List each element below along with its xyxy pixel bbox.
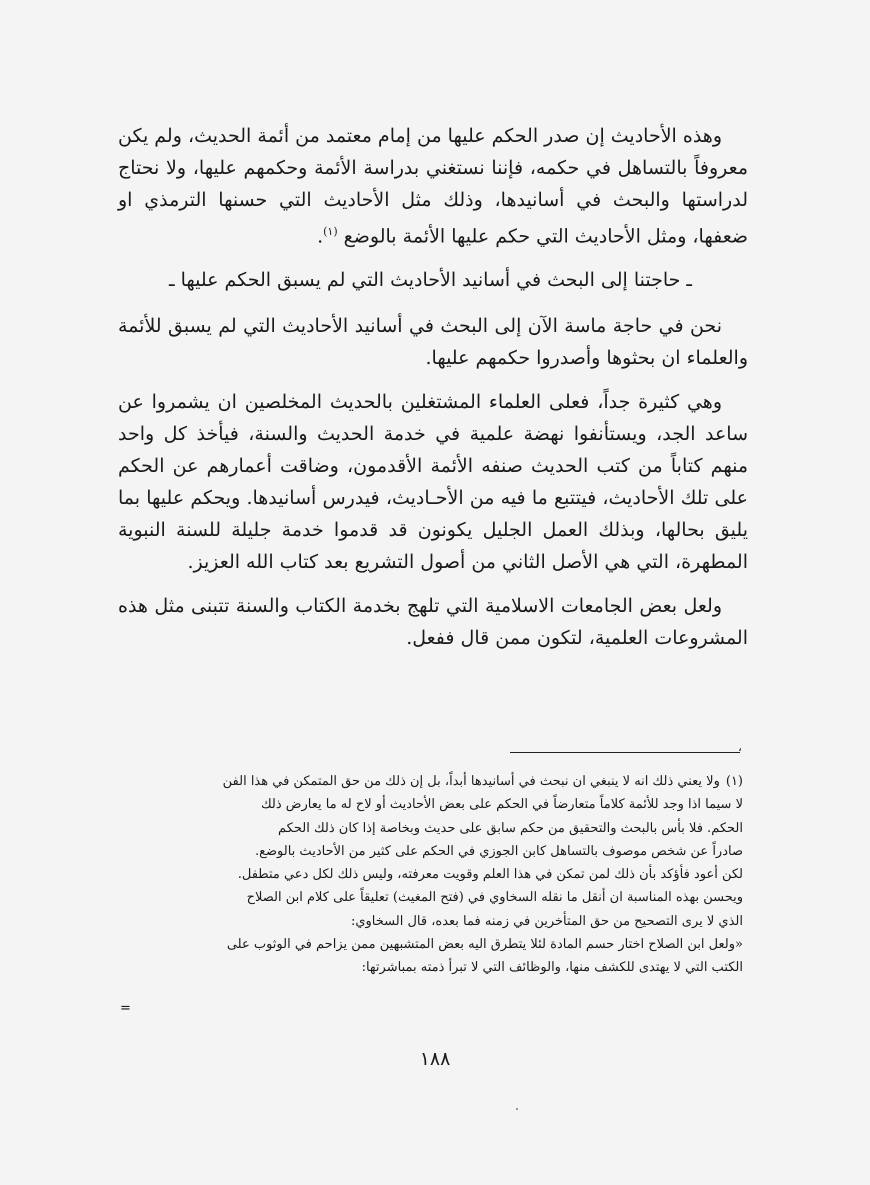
footnotes [118,770,743,980]
footnote-separator [510,752,740,753]
footnote-text: ولا يعني ذلك انه لا ينبغي ان نبحث في أسانيدها أبداً، بل إن ذلك من حق المتمكن في هذا الفن [222,774,720,789]
page-number: ١٨٨ [419,1048,451,1070]
paragraph-need: نحن في حاجة ماسة الآن إلى البحث في أسانيد الأحاديث التي لم يسبق للأئمة والعلماء ان بحثوها وأصدروا حكمهم عليها. [118,315,748,370]
footnote-line [118,770,743,793]
rule-mark: ، [738,740,742,754]
footnote-number: (١) [725,774,743,789]
footnote-line: الحكم. فلا بأس بالبحث والتحقيق من حكم سابق على حديث وبخاصة إذا كان ذلك الحكم [278,820,743,836]
paragraph-end: . [317,225,324,248]
footnote-line: صادراً عن شخص موصوف بالتساهل كابن الجوزي في الحكم على كثير من الأحاديث بالوضع. [254,843,743,859]
scan-speck [516,1108,518,1110]
paragraph-call-to-scholars: وهي كثيرة جداً، فعلى العلماء المشتغلين بالحديث المخلصين ان يشمروا عن ساعد الجد، ويستأنفوا نهضة علمية في خدمة الحديث والسنة، فيأخذ كل واحد منهم كتاباً من كتب الحديث صنفه الأئمة الأقدمون، وضاقت أعمارهم عن الحكم على تلك الأحاديث، فيتتبع ما فيه من الأحـاديث، فيدرس أسانيدها. ويحكم عليها بما يليق بحالها، وبذلك العمل الجليل يكونون قد قدموا خدمة جليلة للسنة النبوية المطهرة، التي هي الأصل الثاني من أصول التشريع بعد كتاب الله العزيز. [118,391,748,574]
section-heading: ـ حاجتنا إلى البحث في أسانيد الأحاديث التي لم يسبق الحكم عليها ـ [169,269,692,292]
footnote-line: الكتب التي لا يهتدى للكشف منها، والوظائف التي لا تبرأ ذمته بمباشرتها: [361,960,743,976]
footnote-line: «ولعل ابن الصلاح اختار حسم المادة لئلا يتطرق اليه بعض المتشبهين ممن يزاحم في الوثوب على [226,937,743,953]
paragraph-text: وهذه الأحاديث إن صدر الحكم عليها من إمام معتمد من أئمة الحديث، ولم يكن معروفاً بالتساهل في حكمه، فإننا نستغني بدراسة الأئمة وحكمهم عليها، ولا نحتاج لدراستها والبحث في أسانيدها، وذلك مثل الأحاديث التي حسنها الترمذي او ضعفها، ومثل الأحاديث التي حكم عليها الأئمة بالوضع [118,125,748,248]
footnote-line: الذي لا يرى التصحيح من حق المتأخرين في زمنه فما بعده، قال السخاوي: [350,913,743,929]
footnote-reference: (١) [323,225,338,238]
continuation-mark: = [120,1001,131,1016]
main-text [118,120,748,666]
paragraph-hadith-judgment [118,120,748,252]
paragraph-universities: ولعل بعض الجامعات الاسلامية التي تلهج بخدمة الكتاب والسنة تتبنى مثل هذه المشروعات العلمية، لتكون ممن قال ففعل. [118,595,748,650]
footnote-line: لا سيما اذا وجد للأئمة كلاماً متعارضاً في الحكم على بعض الأحاديث أو لاح له ما يعارض ذلك [260,797,743,813]
footnote-line: لكن أعود فأؤكد بأن ذلك لمن تمكن في هذا العلم وقويت معرفته، وليس ذلك لكل دعي متطفل. [237,867,743,883]
footnote-line: ويحسن بهذه المناسبة ان أنقل ما نقله السخاوي في (فتح المغيث) تعليقاً على كلام ابن الصلاح [246,890,743,906]
